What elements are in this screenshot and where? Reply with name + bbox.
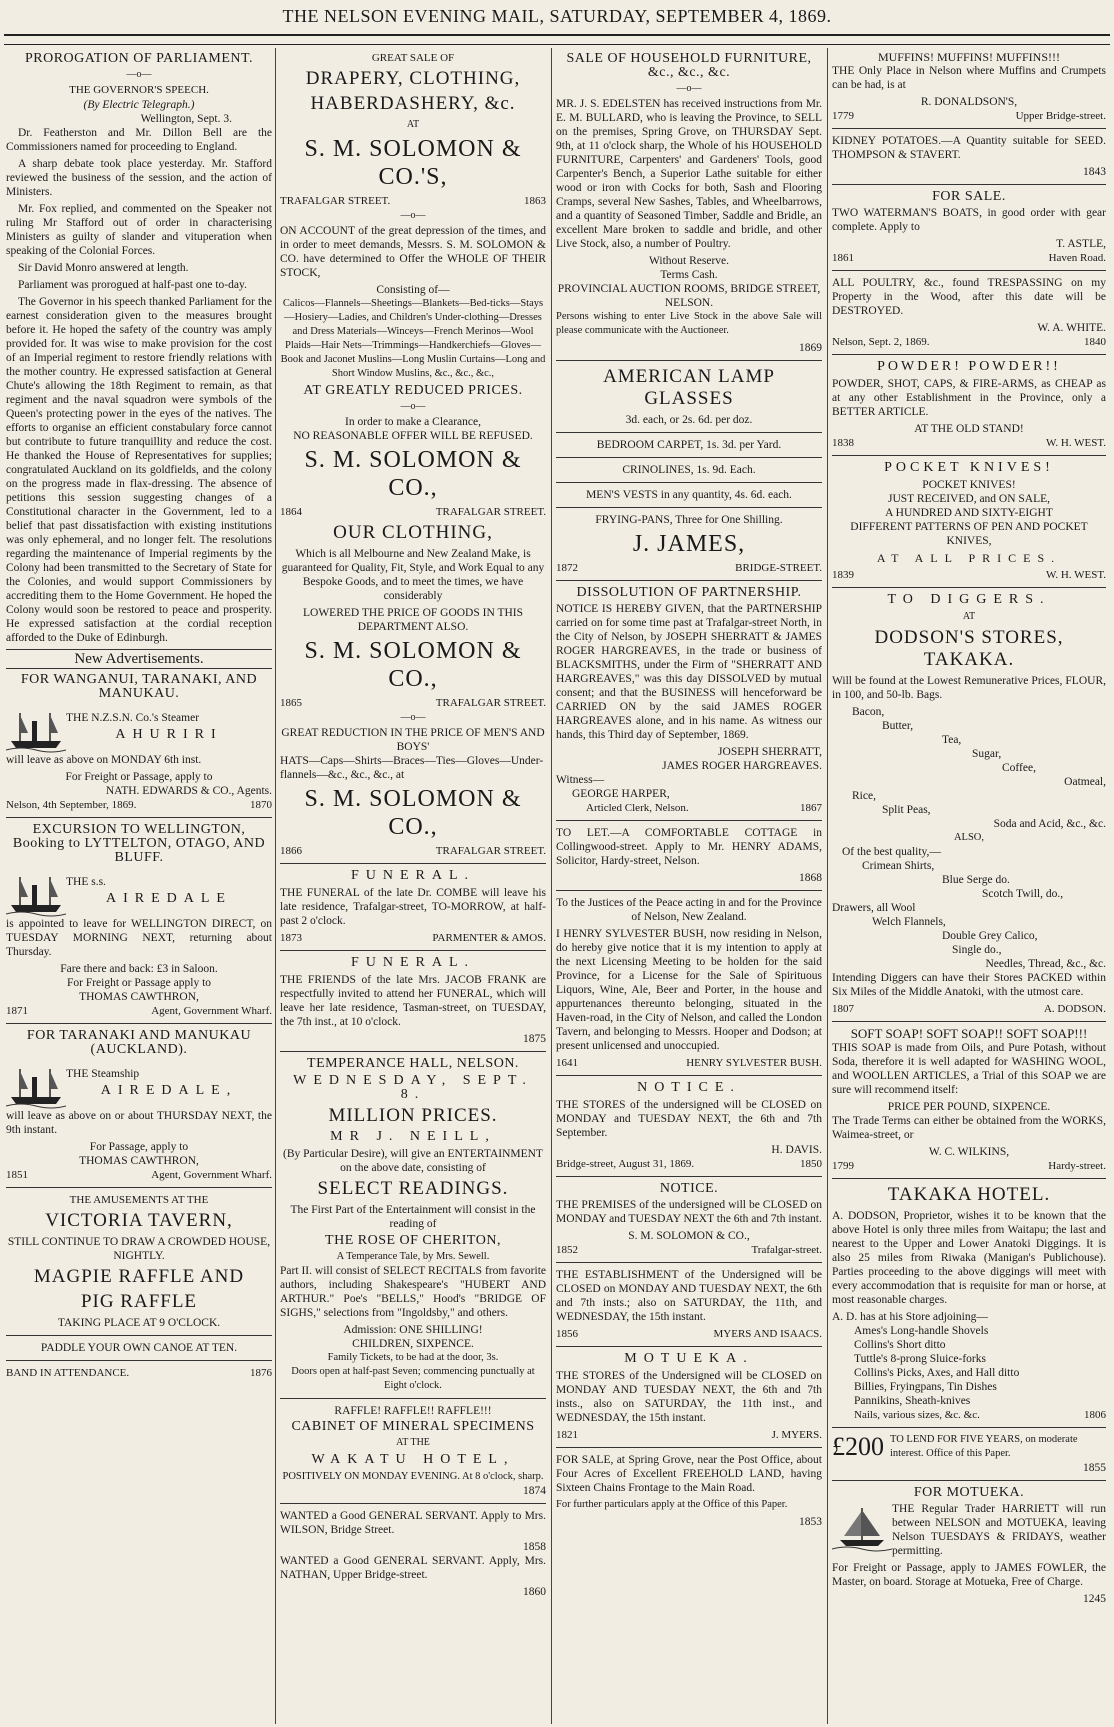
ad-text: Upper Bridge-street. [1015, 110, 1106, 122]
ad-text: To the Justices of the Peace acting in and for the Province of Nelson, New Zealand. [556, 897, 822, 923]
ad-title: S. M. SOLOMON & CO., [304, 447, 522, 501]
divider [832, 1480, 1106, 1481]
ad-heading: FOR MOTUEKA. [913, 1485, 1025, 1500]
ad-text: THE PREMISES of the undersigned will be CLOSED on MONDAY and TUESDAY NEXT the 6th and 7th instant. [556, 1199, 822, 1225]
ad-number: 1839 [832, 569, 854, 581]
ad-number: 1245 [1083, 1593, 1106, 1605]
list-item: Crimean Shirts, [862, 860, 935, 872]
ad-text: Consisting of— [376, 284, 450, 296]
ad-text: will leave as above on or about THURSDAY NEXT, the 9th instant. [6, 1110, 272, 1136]
ad-signature: W. H. WEST. [1046, 569, 1106, 581]
ad-text: THIS SOAP is made from Oils, and Pure Potash, without Soda, therefore it is well adapted for WASHING WOOL, and WOOLLEN ARTICLES, a Trial of this SOAP we are sure will recommend itself: [832, 1042, 1106, 1096]
ad-title: SELECT READINGS. [317, 1178, 509, 1199]
ad-heading: FOR WANGANUI, TARANAKI, AND MANUKAU. [20, 672, 258, 701]
ad-number: 1863 [524, 195, 546, 207]
list-item: Coffee, [1002, 762, 1036, 774]
ad-text: AT [962, 611, 976, 622]
ad-number: 1858 [523, 1541, 546, 1553]
ad-text: BRIDGE-STREET. [735, 562, 822, 574]
list-item: Tea, [942, 734, 962, 746]
ad-title: AMERICAN LAMP GLASSES [603, 366, 775, 409]
divider [556, 457, 822, 458]
ad-signature: A. DODSON. [1043, 1003, 1106, 1015]
ad-text: For Freight or Passage, apply to JAMES FOWLER, the Master, on board. Storage at Motueka, Free of Charge. [832, 1562, 1106, 1588]
ad-signature: MYERS AND ISAACS. [713, 1328, 822, 1340]
ad-number: 1869 [799, 342, 822, 354]
divider [6, 1187, 272, 1188]
ad-number: 1850 [800, 1158, 822, 1170]
list-item: Collins's Picks, Axes, and Hall ditto [854, 1367, 1020, 1379]
ad-number: 1874 [523, 1485, 546, 1497]
ad-number: 1641 [556, 1057, 578, 1069]
ad-text: PARMENTER & AMOS. [432, 932, 546, 944]
ad-title: S. M. SOLOMON & CO.'S, [304, 136, 522, 190]
ad-text: FOR SALE, at Spring Grove, near the Post Office, about Four Acres of Excellent FREEHOLD LAND, having Sixteen Chains Frontage to the Main Road. [556, 1454, 822, 1494]
ad-line: THE Steamship [66, 1068, 140, 1080]
ad-text: The Trade Terms can either be obtained from the WORKS, Waimea-street, or [832, 1115, 1106, 1141]
article-paragraph: Sir David Monro answered at length. [18, 262, 189, 274]
ad-text: I HENRY SYLVESTER BUSH, now residing in Nelson, do hereby give notice that it is my intention to apply at the next Licensing Meeting to be holden for the said Province, for a License for the Sale of Spirituous Liquors, Wine, Ale, Beer and Porter, in the house and appurtenances thereunto belonging, situated in the Haven-road, in the City of Nelson, and called the London Tavern, and belonging to Messrs. Hooper and Dodson; at present unlicensed and unoccupied. [556, 928, 822, 1052]
divider [280, 863, 546, 864]
ad-heading: POCKET KNIVES! [922, 479, 1016, 491]
ad-text: BAND IN ATTENDANCE. [6, 1367, 130, 1379]
ship-name: AHURIRI [115, 727, 223, 742]
list-item: Sugar, [972, 748, 1002, 760]
divider [556, 1447, 822, 1448]
ad-text: PADDLE YOUR OWN CANOE AT TEN. [40, 1342, 238, 1354]
ad-text: POSITIVELY ON MONDAY EVENING. At 8 o'clock, sharp. [282, 1471, 544, 1482]
ad-number: 1806 [1084, 1409, 1106, 1421]
ad-heading: FOR SALE. [932, 189, 1006, 204]
subheadline: THE GOVERNOR'S SPEECH. [69, 84, 209, 96]
list-item: Nails, various sizes, &c. &c. [854, 1409, 980, 1421]
ad-text: THE STORES of the undersigned will be CLOSED on MONDAY and TUESDAY NEXT, the 6th and 7th September. [556, 1099, 822, 1139]
ad-text: Persons wishing to enter Live Stock in the above Sale will please communicate with the Auctioneer. [556, 311, 822, 336]
ad-text: THE Only Place in Nelson where Muffins and Crumpets can be had, is at [832, 65, 1106, 91]
ad-agent: NATH. EDWARDS & CO., Agents. [105, 785, 272, 797]
divider [832, 128, 1106, 129]
masthead: THE NELSON EVENING MAIL, SATURDAY, SEPTEMBER 4, 1869. [282, 6, 832, 26]
list-item: Pannikins, Sheath-knives [854, 1395, 971, 1407]
ad-number: 1864 [280, 506, 302, 518]
ship-ad [832, 1502, 1106, 1561]
ad-heading: NOTICE. [637, 1080, 741, 1095]
ad-text: JUST RECEIVED, and ON SALE, [887, 493, 1051, 505]
ad-text: NO REASONABLE OFFER WILL BE REFUSED. [293, 430, 533, 442]
ad-heading: TO DIGGERS. [887, 592, 1051, 607]
dateline: Wellington, Sept. 3. [140, 113, 232, 125]
list-item: Drawers, all Wool [832, 902, 916, 914]
ad-title: S. M. SOLOMON & CO., [304, 786, 522, 840]
ad-heading: FUNERAL. [350, 955, 476, 970]
divider [832, 1178, 1106, 1179]
ad-text: Haven Road. [1048, 252, 1106, 264]
ad-text: Witness— [556, 774, 605, 786]
ad-number: 1861 [832, 252, 854, 264]
ad-title: DRAPERY, CLOTHING, [305, 68, 521, 89]
divider [280, 950, 546, 951]
ad-text: THE STORES of the Undersigned will be CLOSED on MONDAY AND TUESDAY NEXT, the 6th and 7th insts., also on SATURDAY, the 11th inst., and WEDNESDAY, the 15th instant. [556, 1370, 822, 1424]
ad-heading: SALE OF HOUSEHOLD FURNITURE, &c., &c., &c. [566, 51, 812, 80]
column-2 [280, 50, 546, 1722]
divider [832, 354, 1106, 355]
column-divider [827, 48, 828, 1724]
ad-text: Admission: ONE SHILLING! [343, 1324, 483, 1336]
ad-number: 1860 [523, 1586, 546, 1598]
divider [556, 360, 822, 361]
ad-heading: THE ROSE OF CHERITON, [325, 1233, 501, 1248]
ad-heading: RAFFLE! RAFFLE!! RAFFLE!!! [334, 1405, 492, 1417]
list-item: Needles, Thread, &c., &c. [985, 958, 1106, 970]
ad-number: 1868 [799, 872, 822, 884]
divider [556, 580, 822, 581]
sailing-ship-icon [832, 1502, 892, 1552]
ad-signature: W. C. WILKINS, [928, 1146, 1010, 1158]
ad-text: For Freight or Passage apply to [66, 977, 212, 989]
ad-text: Hardy-street. [1048, 1160, 1106, 1172]
column-4 [832, 50, 1106, 1722]
ad-heading: TEMPERANCE HALL, NELSON. [307, 1056, 519, 1071]
ad-text: GREAT REDUCTION IN THE PRICE OF MEN'S AND BOYS' [281, 727, 545, 753]
ad-text: A. D. has at his Store adjoining— [832, 1311, 988, 1323]
ad-text: A HUNDRED AND SIXTY-EIGHT [885, 507, 1053, 519]
ad-number: 1838 [832, 437, 854, 449]
ad-text: MEN'S VESTS in any quantity, 4s. 6d. each. [586, 489, 792, 501]
ad-number: 1865 [280, 697, 302, 709]
ad-text: HATS—Caps—Shirts—Braces—Ties—Gloves—Under-flannels—&c., &c., &c., at [280, 755, 544, 781]
ad-heading: MOTUEKA. [624, 1351, 754, 1366]
divider [280, 1398, 546, 1399]
list-item: Billies, Fryingpans, Tin Dishes [854, 1381, 997, 1393]
ad-number: 1855 [1083, 1462, 1106, 1474]
ad-number: 1872 [556, 562, 578, 574]
ad-signature: T. ASTLE, [1056, 238, 1106, 250]
ad-text: ALSO, [953, 832, 985, 843]
divider [556, 482, 822, 483]
ad-number: 1840 [1084, 336, 1106, 348]
ad-title: J. JAMES, [632, 531, 746, 557]
ad-text: A. DODSON, Proprietor, wishes it to be known that the above Hotel is only three miles from Waitapu; the last and nearest to the Upper and Lower Anatoki Diggings. It is also 25 miles from Riwaka (Manigan's Publichouse). Parties proceeding to the above diggings will meet with every accommodation that is requisite for man or horse, at most reasonable charges. [832, 1210, 1106, 1306]
ad-heading: DISSOLUTION OF PARTNERSHIP. [576, 585, 802, 600]
ad-heading: SOFT SOAP! SOFT SOAP!! SOFT SOAP!!! [850, 1026, 1088, 1041]
ad-agent: Agent, Government Wharf. [151, 1169, 272, 1181]
ad-heading: THE AMUSEMENTS AT THE [69, 1194, 209, 1206]
ad-text: BEDROOM CARPET, 1s. 3d. per Yard. [596, 439, 782, 451]
ad-number: 1876 [250, 1367, 272, 1379]
ship-ad [6, 703, 272, 753]
ad-text: Calicos—Flannels—Sheetings—Blankets—Bed-ticks—Stays—Hosiery—Ladies, and Children's Under-clothing—Dresses and Dress Materials—Winceys—French Merinos—Wool Plaids—Hair Nets—Trimmings—Handkerchiefs—Gloves—Book and Jaconet Muslins—Long Muslin Curtains—Long and Short Window Muslins, &c., &c., &c., [280, 298, 546, 379]
separator: —o— [400, 712, 426, 723]
divider [6, 1335, 272, 1336]
ad-text: AT THE [396, 1437, 430, 1448]
ad-number: 1875 [523, 1033, 546, 1045]
ad-text: CHILDREN, SIXPENCE. [352, 1338, 474, 1350]
ad-number: 1779 [832, 110, 854, 122]
ad-heading: MUFFINS! MUFFINS! MUFFINS!!! [877, 50, 1061, 64]
ad-text: DIFFERENT PATTERNS OF PEN AND POCKET KNIVES, [850, 521, 1088, 547]
ad-text: STILL CONTINUE TO DRAW A CROWDED HOUSE, NIGHTLY. [7, 1236, 271, 1262]
divider [832, 455, 1106, 456]
ad-text: TO LEND FOR FIVE YEARS, on moderate interest. Office of this Paper. [890, 1434, 1078, 1459]
ad-signature: W. H. WEST. [1046, 437, 1106, 449]
ad-text: MR. J. S. EDELSTEN has received instructions from Mr. E. M. BULLARD, who is leaving the Province, to SELL on the premises, Spring Grove, on THURSDAY Sept. 9th, at 11 o'clock sharp, the Whole of his HOUSEHOLD FURNITURE, Carpenters' and Gardeners' Tools, good Carpenter's Bench, a Superior Lathe suitable for either wood or iron with Cocks for both, Sash and Flooring Cramps, several New Sashes, Tables, and Wheelbarrows, and a quantity of Seasoned Timber, Saddle and Bridle, an excellent Mare broken to saddle and bridle, and other Live Stock, also, a number of Poultry. [556, 98, 822, 250]
divider [556, 1262, 822, 1263]
list-item: Single do., [952, 944, 1002, 956]
divider [832, 587, 1106, 588]
ad-heading: NOTICE. [659, 1181, 719, 1196]
ad-text: Terms Cash. [660, 269, 718, 281]
top-rule [4, 34, 1110, 36]
list-item: Soda and Acid, &c., &c. [993, 818, 1106, 830]
ad-text: AT [406, 119, 420, 130]
ad-text: TRAFALGAR STREET. [435, 697, 546, 709]
list-item: Collins's Short ditto [854, 1339, 946, 1351]
list-item: Split Peas, [882, 804, 931, 816]
ad-number: 1843 [1083, 166, 1106, 178]
ad-text: Trafalgar-street. [751, 1244, 822, 1256]
list-item: Bacon, [852, 706, 885, 718]
ad-number: 1871 [6, 1005, 28, 1017]
ad-agent: Agent, Government Wharf. [151, 1005, 272, 1017]
ad-signature: HENRY SYLVESTER BUSH. [686, 1057, 822, 1069]
ad-number: 1821 [556, 1429, 578, 1441]
ad-heading: POWDER! POWDER!! [877, 359, 1061, 374]
ad-text: THE FRIENDS of the late Mrs. JACOB FRANK are respectfully invited to attend her FUNERAL, which will leave her late residence, Tasman-street, on TUESDAY, the 7th inst., at 10 o'clock. [280, 974, 546, 1028]
ad-text: is appointed to leave for WELLINGTON DIRECT, on TUESDAY MORNING NEXT, returning about Thursday. [6, 918, 272, 958]
list-item: Welch Flannels, [872, 916, 946, 928]
ad-number: 1867 [800, 802, 822, 814]
ad-signature: GEORGE HARPER, [572, 788, 670, 800]
ad-heading: POCKET KNIVES! [884, 460, 1054, 475]
column-3 [556, 50, 822, 1722]
ad-number: 1807 [832, 1003, 854, 1015]
ship-ad [6, 1059, 272, 1109]
ad-number: 1870 [250, 799, 272, 811]
ad-text: WANTED a Good GENERAL SERVANT. Apply, Mrs. NATHAN, Upper Bridge-street. [280, 1555, 546, 1581]
ad-text: Articled Clerk, Nelson. [586, 802, 689, 814]
ad-heading: CABINET OF MINERAL SPECIMENS [291, 1419, 535, 1434]
ad-number: 1851 [6, 1169, 28, 1181]
ad-number: 1856 [556, 1328, 578, 1340]
ad-text: AT ALL PRICES. [876, 551, 1062, 565]
ad-text: Will be found at the Lowest Remunerative Prices, FLOUR, in 100, and 50-lb. Bags. [832, 675, 1106, 701]
column-1 [6, 50, 272, 1722]
ad-line: THE s.s. [66, 876, 106, 888]
divider [280, 1503, 546, 1504]
article-paragraph: A sharp debate took place yesterday. Mr. Stafford reviewed the business of the session, and the action of Ministers. [6, 158, 272, 198]
steamship-icon [6, 703, 66, 753]
ad-text: TRAFALGAR STREET. [435, 506, 546, 518]
divider [832, 270, 1106, 271]
list-item: Blue Serge do. [942, 874, 1010, 886]
ad-text: TO LET.—A COMFORTABLE COTTAGE in Collingwood-street. Apply to Mr. HENRY ADAMS, Solicitor, Hardy-street, Nelson. [556, 827, 822, 867]
ship-name: AIREDALE [106, 891, 232, 906]
top-rule-thin [4, 44, 1110, 45]
ad-text: CRINOLINES, 1s. 9d. Each. [622, 464, 756, 476]
ad-number: 1799 [832, 1160, 854, 1172]
ad-text: Part II. will consist of SELECT RECITALS from favorite authors, including Shakespeare's "HUBERT AND ARTHUR." Poe's "BELLS," Hood's "BRIDGE OF SIGHS," selections from "Ingoldsby," and others. [280, 1265, 546, 1319]
divider [832, 1021, 1106, 1022]
ad-line: THE N.Z.S.N. Co.'s Steamer [66, 712, 200, 724]
ad-heading: GREAT SALE OF [371, 52, 455, 64]
divider [556, 1176, 822, 1177]
ad-title: MILLION PRICES. [328, 1105, 498, 1126]
ad-signature: JOSEPH SHERRATT, [718, 746, 822, 758]
ad-text: Doors open at half-past Seven; commencing punctually at Eight o'clock. [291, 1366, 535, 1391]
separator: —o— [400, 210, 426, 221]
ad-text: Without Reserve. [648, 255, 730, 267]
ad-text: FRYING-PANS, Three for One Shilling. [595, 514, 783, 526]
ad-text: LOWERED THE PRICE OF GOODS IN THIS DEPARTMENT ALSO. [303, 607, 523, 633]
ad-text: Which is all Melbourne and New Zealand Make, is guaranteed for Quality, Fit, Style, and Work Equal to any Bespoke Goods, and to meet the times, we have considerably [281, 548, 545, 602]
divider [6, 1023, 272, 1024]
ad-title: DODSON'S STORES, TAKAKA. [874, 627, 1064, 670]
article-paragraph: Dr. Featherston and Mr. Dillon Bell are the Commissioners named for proceeding to England. [6, 127, 272, 153]
ad-title: S. M. SOLOMON & CO., [304, 638, 522, 692]
ad-text: For further particulars apply at the Office of this Paper. [556, 1499, 788, 1510]
ad-title: PIG RAFFLE [80, 1291, 198, 1312]
ad-heading: WEDNESDAY, SEPT. 8. [293, 1073, 533, 1102]
ad-text: AT THE OLD STAND! [914, 423, 1024, 435]
ad-text: Bridge-street, August 31, 1869. [556, 1158, 695, 1170]
divider [556, 507, 822, 508]
ad-heading: WAKATU HOTEL, [311, 1452, 515, 1467]
loan-ad [832, 1433, 1106, 1461]
ad-date: Nelson, 4th September, 1869. [6, 799, 137, 811]
ad-text: ALL POULTRY, &c., found TRESPASSING on my Property in the Wood, after this date will be DESTROYED. [832, 277, 1106, 317]
ad-text: For Freight or Passage, apply to [65, 771, 213, 783]
ad-text: For Passage, apply to [89, 1141, 189, 1153]
divider [6, 1360, 272, 1361]
column-divider [275, 48, 276, 1724]
divider [556, 1346, 822, 1347]
ad-signature: H. DAVIS. [771, 1144, 822, 1156]
list-item: Butter, [882, 720, 914, 732]
list-item: Tuttle's 8-prong Sluice-forks [854, 1353, 986, 1365]
ad-text: POWDER, SHOT, CAPS, & FIRE-ARMS, as CHEAP as at any other Establishment in the Province, only a BETTER ARTICLE. [832, 378, 1106, 418]
separator: —o— [676, 83, 702, 94]
ad-title: HABERDASHERY, &c. [310, 93, 516, 114]
ad-text: PRICE PER POUND, SIXPENCE. [887, 1101, 1051, 1113]
ad-agent: THOMAS CAWTHRON, [79, 1155, 199, 1167]
article-paragraph: Parliament was prorogued at half-past one to-day. [18, 279, 247, 291]
ad-number: 1873 [280, 932, 302, 944]
ad-text: 3d. each, or 2s. 6d. per doz. [625, 414, 753, 426]
ad-text: (By Particular Desire), will give an ENTERTAINMENT on the above date, consisting of [283, 1148, 543, 1174]
divider [6, 817, 272, 818]
ad-title: MAGPIE RAFFLE AND [33, 1266, 245, 1287]
article-paragraph: Mr. Fox replied, and commented on the Speaker not ruling Mr Stafford out of order in characterising Ministers as guilty of slander and vituperation when speaking of the Colonial Forces. [6, 203, 272, 257]
ad-text: In order to make a Clearance, [344, 416, 481, 428]
steamship-icon [6, 1059, 66, 1109]
ad-number: 1866 [280, 845, 302, 857]
ship-ad [6, 867, 272, 917]
ad-text: Nelson, Sept. 2, 1869. [832, 336, 930, 348]
steamship-icon [6, 867, 66, 917]
ad-text: ON ACCOUNT of the great depression of the times, and in order to meet demands, Messrs. S. M. SOLOMON & CO. have determined to Offer the WHOLE OF THEIR STOCK, [280, 225, 546, 279]
article-paragraph: The Governor in his speech thanked Parliament for the earnest consideration given to the measures brought before it. He hoped the safety of the country was amply provided for. It was wise to make provision for the cost of an Imperial regiment to restore friendly relations with the mother country. He expressed satisfaction at General Chute's allowing the 18th Regiment to remain, as that regiment and the naval squadron were symbols of the Queen's protecting power in the eyes of the natives. The efforts to organise an efficient constabulary force cannot but contribute to future tranquillity and reduce the cost. He thanked the House of Representatives for supplies; congratulated Auckland on its goldfields, and the colony on the progress made in flax-dressing. The absence of petitions this session suggesting changes of a Constitutional character in the Government, led to a belief that past dissatisfaction with existing institutions was only ephemeral, and no longer felt. The resolutions regarding the maintenance of Imperial regiments by the Colony had been transmitted to the Secretary of State for the Colonies, and would support Commissioners by accrediting them to the Home Government. He hoped the Colony would soon be restored to peace and prosperity. He expressed satisfaction at the cordial reception afforded to the Duke of Edinburgh. [6, 296, 272, 644]
divider [556, 1075, 822, 1076]
section-heading: New Advertisements. [6, 649, 272, 669]
list-item: Rice, [852, 790, 876, 802]
ad-signature: R. DONALDSON'S, [920, 96, 1018, 108]
headline: PROROGATION OF PARLIAMENT. [24, 51, 254, 66]
ad-text: TRAFALGAR STREET. [280, 195, 391, 207]
separator: —o— [400, 401, 426, 412]
ad-text: THE Regular Trader HARRIETT will run between NELSON and MOTUEKA, leaving Nelson TUESDAYS & FRIDAYS, weather permitting. [892, 1503, 1106, 1557]
ad-text: Intending Diggers can have their Stores PACKED within Six Miles of the Middle Anatoki, with the utmost care. [832, 972, 1106, 998]
column-divider [551, 48, 552, 1724]
divider [832, 1427, 1106, 1428]
ship-name: AIREDALE, [100, 1083, 238, 1098]
ad-text: will leave as above on MONDAY 6th inst. [6, 754, 202, 766]
ad-signature: JAMES ROGER HARGREAVES. [662, 760, 822, 772]
ad-number: 1852 [556, 1244, 578, 1256]
list-item: Ames's Long-handle Shovels [854, 1325, 989, 1337]
divider [556, 432, 822, 433]
ad-heading: FUNERAL. [350, 868, 476, 883]
ad-text: KIDNEY POTATOES.—A Quantity suitable for SEED. THOMPSON & STAVERT. [832, 135, 1106, 161]
ad-signature: J. MYERS. [771, 1429, 822, 1441]
list-item: Double Grey Calico, [942, 930, 1038, 942]
ad-text: Family Tickets, to be had at the door, 3s. [327, 1352, 499, 1363]
ad-number: 1853 [799, 1516, 822, 1528]
divider [832, 184, 1106, 185]
ad-text: The First Part of the Entertainment will consist in the reading of [290, 1204, 536, 1230]
ad-text: TRAFALGAR STREET. [435, 845, 546, 857]
divider [556, 890, 822, 891]
byline: (By Electric Telegraph.) [83, 99, 195, 111]
ad-text: PROVINCIAL AUCTION ROOMS, BRIDGE STREET, NELSON. [557, 283, 821, 309]
ad-heading: EXCURSION TO WELLINGTON, Booking to LYTTELTON, OTAGO, AND BLUFF. [12, 822, 266, 865]
ad-signature: W. A. WHITE. [1037, 322, 1106, 334]
divider [280, 1051, 546, 1052]
ad-text: NOTICE IS HEREBY GIVEN, that the PARTNERSHIP carried on for some time past at Trafalgar-street North, in the City of Nelson, by JOSEPH SHERRATT & JAMES ROGER HARGREAVES, in the trade or business of BLACKSMITHS, under the Firm of "SHERRATT AND HARGREAVES," was this day DISSOLVED by mutual consent; and that the BUSINESS will henceforward be CARRIED ON by the said JAMES ROGER HARGREAVES alone, and in his name. As witness our hands, this Third day of September, 1869. [556, 603, 822, 741]
ad-text: THE FUNERAL of the late Dr. COMBE will leave his late residence, Trafalgar-street, TO-MORROW, at half-past 2 o'clock. [280, 887, 546, 927]
separator: —o— [126, 69, 152, 80]
ad-agent: THOMAS CAWTHRON, [79, 991, 199, 1003]
ad-text: A Temperance Tale, by Mrs. Sewell. [336, 1251, 490, 1262]
ad-text: TAKING PLACE AT 9 O'CLOCK. [57, 1317, 221, 1329]
ad-heading: FOR TARANAKI AND MANUKAU (AUCKLAND). [26, 1028, 252, 1057]
ad-text: Fare there and back: £3 in Saloon. [60, 963, 218, 975]
list-item: Oatmeal, [1064, 776, 1106, 788]
list-item: Scotch Twill, do., [982, 888, 1064, 900]
ad-text: WANTED a Good GENERAL SERVANT. Apply to Mrs. WILSON, Bridge Street. [280, 1510, 546, 1536]
ad-title: VICTORIA TAVERN, [45, 1210, 233, 1231]
ad-title: OUR CLOTHING, [333, 522, 493, 543]
ad-text: TWO WATERMAN'S BOATS, in good order with gear complete. Apply to [832, 207, 1106, 233]
divider [556, 820, 822, 821]
list-item: Of the best quality,— [842, 846, 941, 858]
ad-heading: AT GREATLY REDUCED PRICES. [303, 383, 523, 398]
ad-title: TAKAKA HOTEL. [887, 1184, 1051, 1205]
loan-amount: £200 [832, 1432, 884, 1461]
ad-heading: MR J. NEILL, [330, 1129, 496, 1144]
ad-signature: S. M. SOLOMON & CO., [628, 1230, 750, 1242]
ad-text: THE ESTABLISHMENT of the Undersigned will be CLOSED on MONDAY AND TUESDAY NEXT, the 6th and 7th insts.; also on SATURDAY, the 11th, and WEDNESDAY, the 15th instant. [556, 1269, 822, 1323]
